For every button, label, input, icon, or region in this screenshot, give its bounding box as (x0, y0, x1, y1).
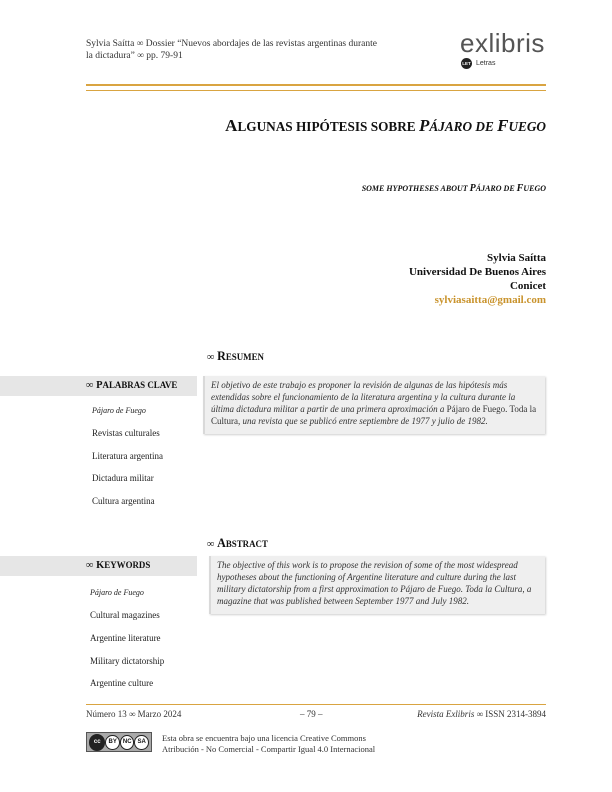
subtitle-part-c: ÁJARO DE (475, 184, 517, 193)
title-part-3: UEGO (508, 119, 546, 134)
palabra-clave-item: Revistas culturales (92, 428, 160, 438)
keyword-item: Argentine culture (90, 678, 154, 688)
infinity-icon: ∞ (86, 380, 94, 391)
palabras-clave-cap: P (96, 380, 103, 391)
infinity-icon: ∞ (86, 560, 94, 571)
license-line-2: Atribución - No Comercial - Compartir Igual 4.0 Internacional (162, 744, 376, 754)
footer-rule (86, 704, 546, 705)
logo-subtitle (461, 58, 495, 69)
palabra-clave-item: Literatura argentina (92, 451, 164, 461)
keywords-cap: K (96, 560, 105, 571)
resumen-heading (207, 349, 264, 364)
keyword-item: Pájaro de Fuego (90, 588, 144, 597)
journal-logo: exlibris (460, 28, 545, 58)
resumen-text-box (203, 376, 545, 434)
sa-icon: SA (134, 735, 149, 750)
logo-subtitle-text: Letras (476, 60, 496, 67)
cc-icon: cc (89, 734, 105, 751)
abstract-text-box: The objective of this work is to propose the revision of some of the most widespread hypotheses about the functioning of Argentine literature and culture during the last military dictatorship from a first approximation to Pájaro de Fuego. Toda la Cultura, a magazine that was published between September 1977 and July 1982. (209, 556, 545, 614)
resumen-cap: R (217, 349, 226, 363)
palabras-clave-heading (86, 380, 177, 391)
subtitle-part-d: F (516, 183, 524, 194)
by-icon: BY (105, 735, 120, 750)
citation-line-1: Sylvia Saítta ∞ Dossier “Nuevos abordajes de las revistas argentinas durante (86, 39, 377, 49)
title-cap-3: F (497, 116, 509, 135)
header-rule-bottom (86, 90, 546, 91)
letras-badge-icon: LET (461, 58, 472, 69)
citation-line-2: la dictadura” ∞ pp. 79-91 (86, 51, 183, 61)
subtitle-part-a: SOME HYPOTHESES ABOUT (361, 184, 470, 193)
license-line-1: Esta obra se encuentra bajo una licencia Creative Commons (162, 733, 366, 743)
keywords-heading (86, 560, 150, 571)
abstract-cap: A (217, 536, 226, 550)
header-citation (86, 38, 396, 62)
nc-icon: NC (120, 735, 135, 750)
keyword-item: Military dictatorship (90, 656, 165, 666)
author-name: Sylvia Saítta (487, 252, 546, 264)
author-affiliation: Universidad De Buenos Aires (408, 266, 546, 278)
resumen-rest: ESUMEN (225, 352, 264, 362)
footer-journal-name: Revista Exlibris (417, 709, 475, 719)
footer-issue: Número 13 ∞ Marzo 2024 (86, 709, 182, 719)
palabra-clave-item: Pájaro de Fuego (92, 406, 146, 415)
english-title (86, 183, 546, 194)
page-title (86, 116, 546, 136)
title-part-2: ÁJARO DE (429, 119, 498, 134)
author-email[interactable]: sylviasaitta@gmail.com (434, 294, 546, 306)
keyword-item: Argentine literature (90, 633, 161, 643)
title-part-1: LGUNAS HIPÓTESIS SOBRE (237, 119, 419, 134)
author-institution: Conicet (509, 280, 546, 292)
title-cap-1: A (225, 116, 238, 135)
subtitle-part-e: UEGO (523, 184, 546, 193)
infinity-icon: ∞ (207, 539, 215, 550)
palabra-clave-item: Dictadura militar (92, 473, 154, 483)
footer-issn: ∞ ISSN 2314-3894 (474, 709, 546, 719)
author-block (300, 251, 546, 307)
subtitle-part-b: P (469, 183, 476, 194)
palabra-clave-item: Cultura argentina (92, 496, 155, 506)
header-rule-top (86, 84, 546, 86)
license-text (162, 733, 375, 755)
title-cap-2: P (418, 116, 430, 135)
abstract-rest: BSTRACT (225, 539, 268, 549)
keywords-rest: EYWORDS (104, 560, 151, 570)
resumen-text-a: El objetivo de este trabajo es proponer la revisión de algunas de las hipótesis más extendidas sobre el funcionamiento de la literatura argentina y la cultura durante la última dictadura militar a partir de una primera aproximación a (211, 380, 516, 414)
footer-journal (412, 709, 546, 719)
infinity-icon: ∞ (207, 352, 215, 363)
resumen-text-b: Pájaro de Fuego. Toda la Cultura, (211, 404, 537, 426)
palabras-clave-rest: ALABRAS CLAVE (102, 380, 178, 390)
resumen-text-c: una revista que se publicó entre septiembre de 1977 y julio de 1982. (240, 416, 488, 426)
creative-commons-badge-icon[interactable] (86, 732, 152, 752)
footer-page-number: – 79 – (300, 709, 323, 719)
keyword-item: Cultural magazines (90, 610, 160, 620)
abstract-heading (207, 536, 268, 551)
